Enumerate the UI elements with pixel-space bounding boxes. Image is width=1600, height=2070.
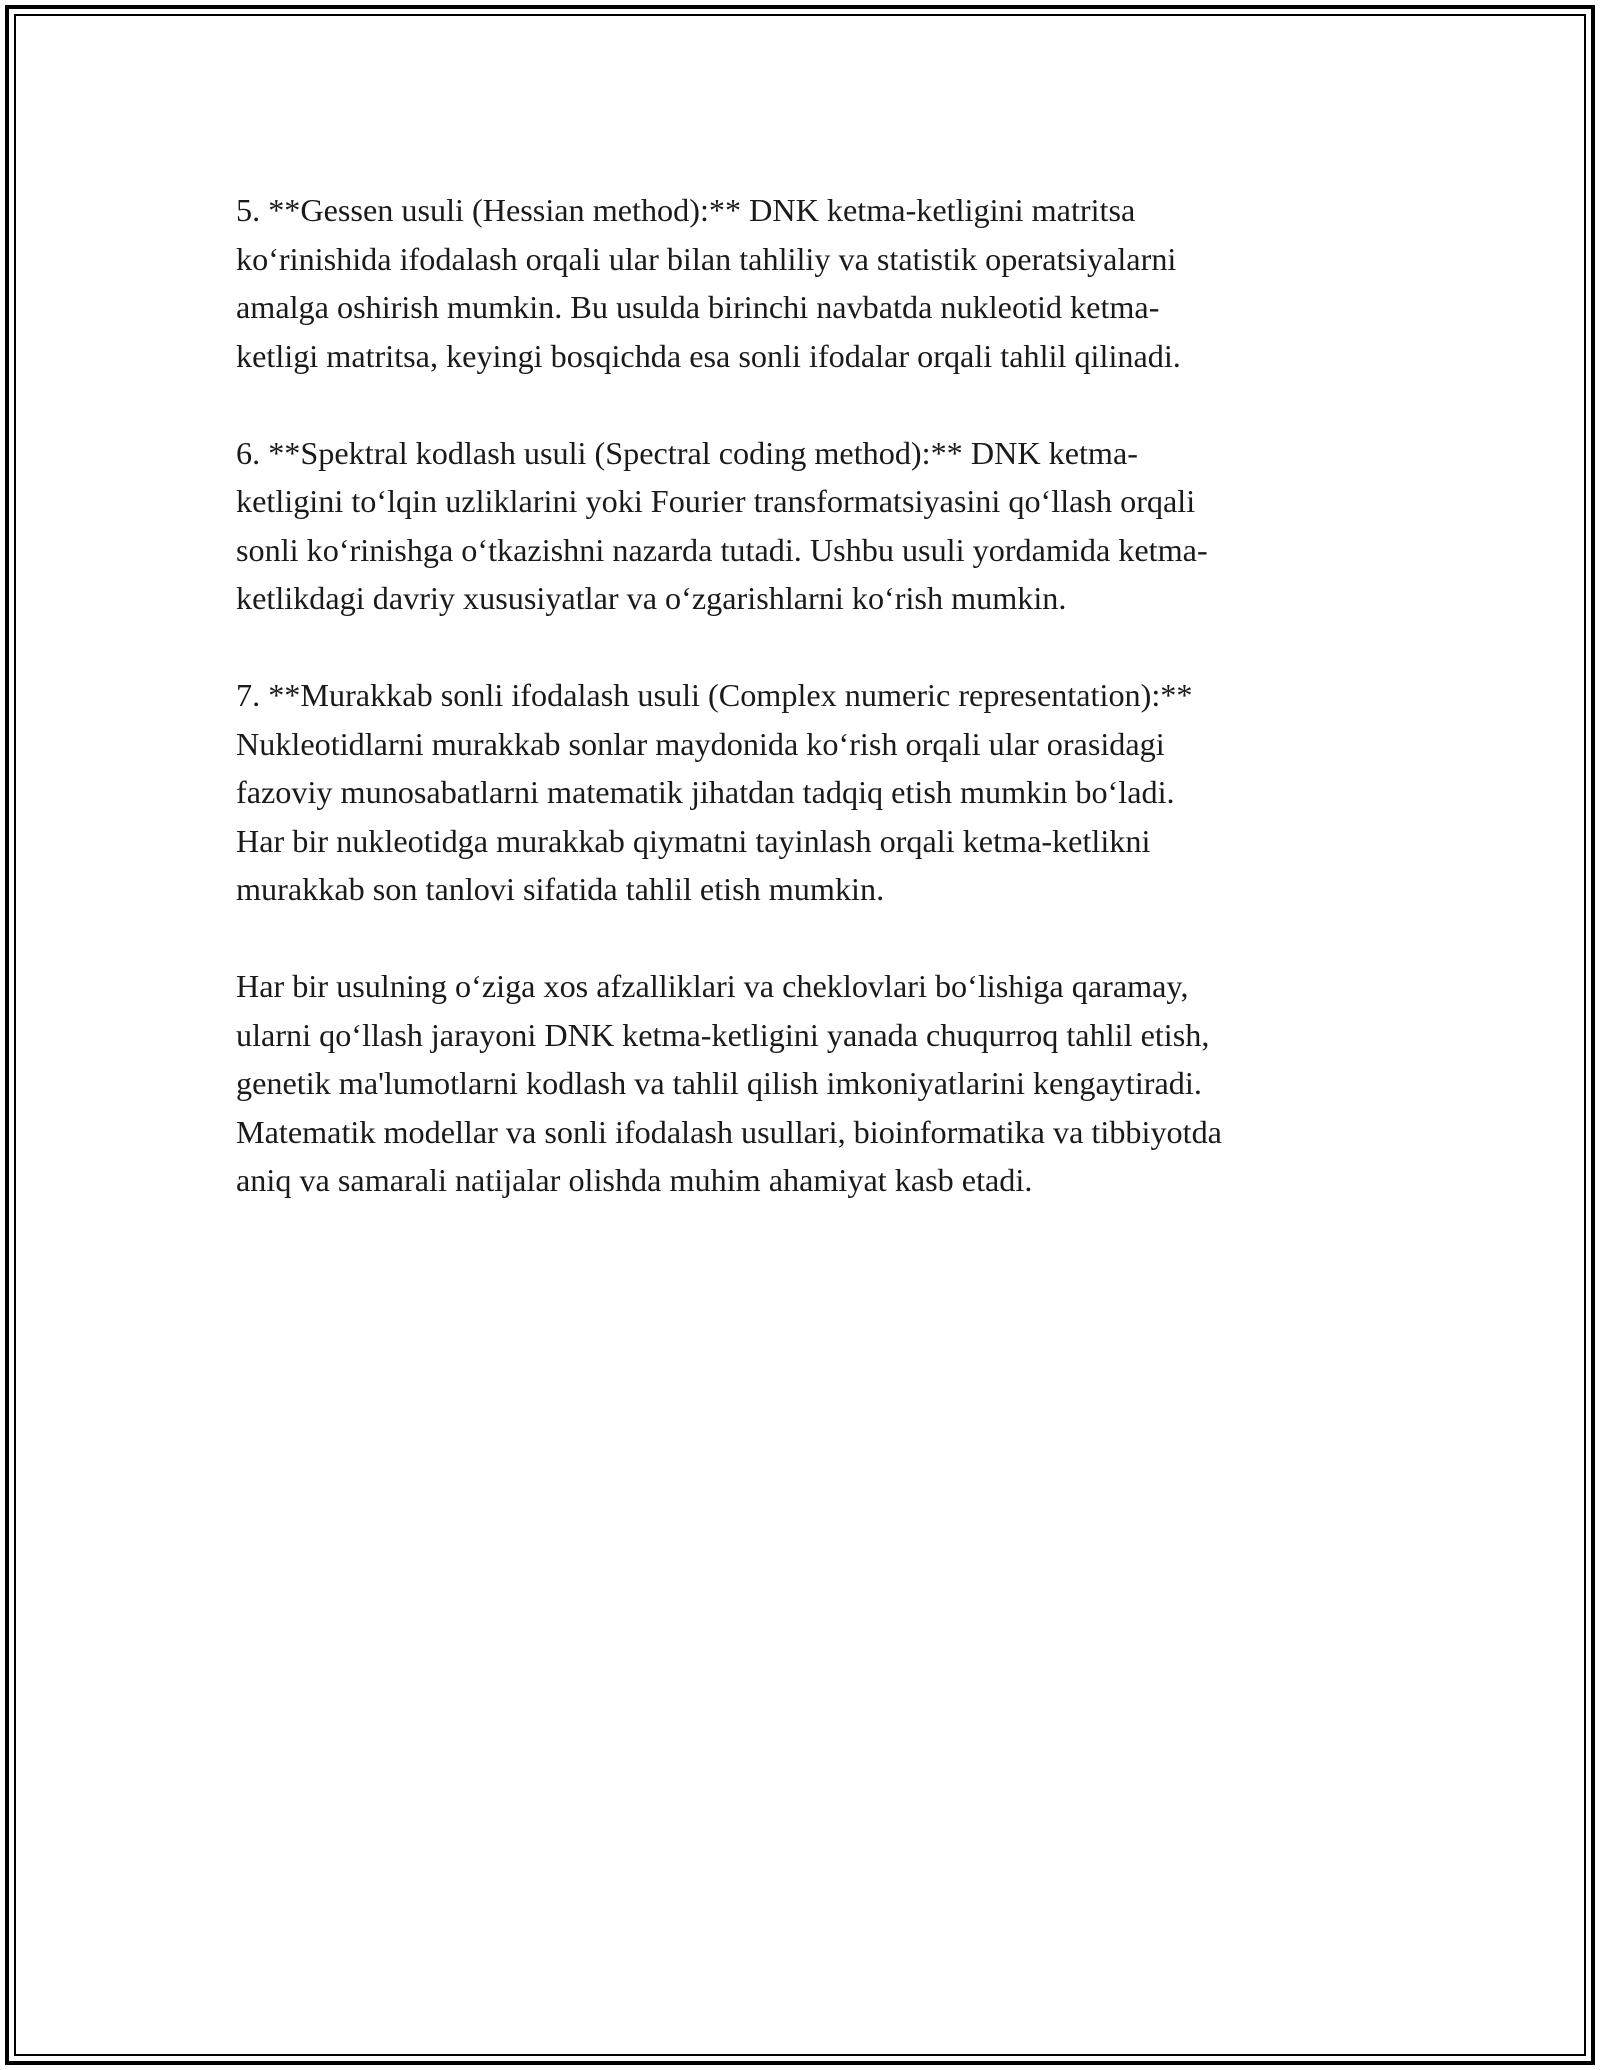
text-line: ketligini to‘lqin uzliklarini yoki Fourier transformatsiyasini qo‘llash orqali	[236, 483, 1196, 519]
text-line: 5. **Gessen usuli (Hessian method):** DNK ketma-ketligini matritsa	[236, 192, 1136, 228]
paragraph-hessian-method	[236, 186, 1366, 380]
text-line: genetik ma'lumotlarni kodlash va tahlil qilish imkoniyatlarini kengaytiradi.	[236, 1065, 1202, 1101]
text-line: sonli ko‘rinishga o‘tkazishni nazarda tutadi. Ushbu usuli yordamida ketma-	[236, 531, 1208, 568]
text-line: fazoviy munosabatlarni matematik jihatdan tadqiq etish mumkin bo‘ladi.	[236, 774, 1175, 810]
document-body	[236, 186, 1366, 1253]
text-line: Matematik modellar va sonli ifodalash usullari, bioinformatika va tibbiyotda	[236, 1113, 1222, 1150]
text-line: murakkab son tanlovi sifatida tahlil etish mumkin.	[236, 871, 885, 907]
text-line: 7. **Murakkab sonli ifodalash usuli (Complex numeric representation):**	[236, 677, 1193, 713]
text-line: Har bir nukleotidga murakkab qiymatni tayinlash orqali ketma-ketlikni	[236, 822, 1151, 859]
text-line: ularni qo‘llash jarayoni DNK ketma-ketligini yanada chuqurroq tahlil etish,	[236, 1016, 1210, 1053]
paragraph-spectral-coding	[236, 429, 1366, 623]
paragraph-conclusion	[236, 962, 1366, 1205]
text-line: ko‘rinishida ifodalash orqali ular bilan tahliliy va statistik operatsiyalarni	[236, 240, 1177, 277]
text-line: aniq va samarali natijalar olishda muhim ahamiyat kasb etadi.	[236, 1162, 1033, 1198]
text-line: Har bir usulning o‘ziga xos afzalliklari va cheklovlari bo‘lishiga qaramay,	[236, 968, 1189, 1004]
paragraph-complex-numeric	[236, 671, 1366, 914]
text-line: ketlikdagi davriy xususiyatlar va o‘zgarishlarni ko‘rish mumkin.	[236, 580, 1067, 616]
text-line: amalga oshirish mumkin. Bu usulda birinchi navbatda nukleotid ketma-	[236, 289, 1160, 325]
text-line: ketligi matritsa, keyingi bosqichda esa sonli ifodalar orqali tahlil qilinadi.	[236, 337, 1181, 374]
text-line: Nukleotidlarni murakkab sonlar maydonida ko‘rish orqali ular orasidagi	[236, 725, 1165, 762]
text-line: 6. **Spektral kodlash usuli (Spectral coding method):** DNK ketma-	[236, 434, 1138, 471]
